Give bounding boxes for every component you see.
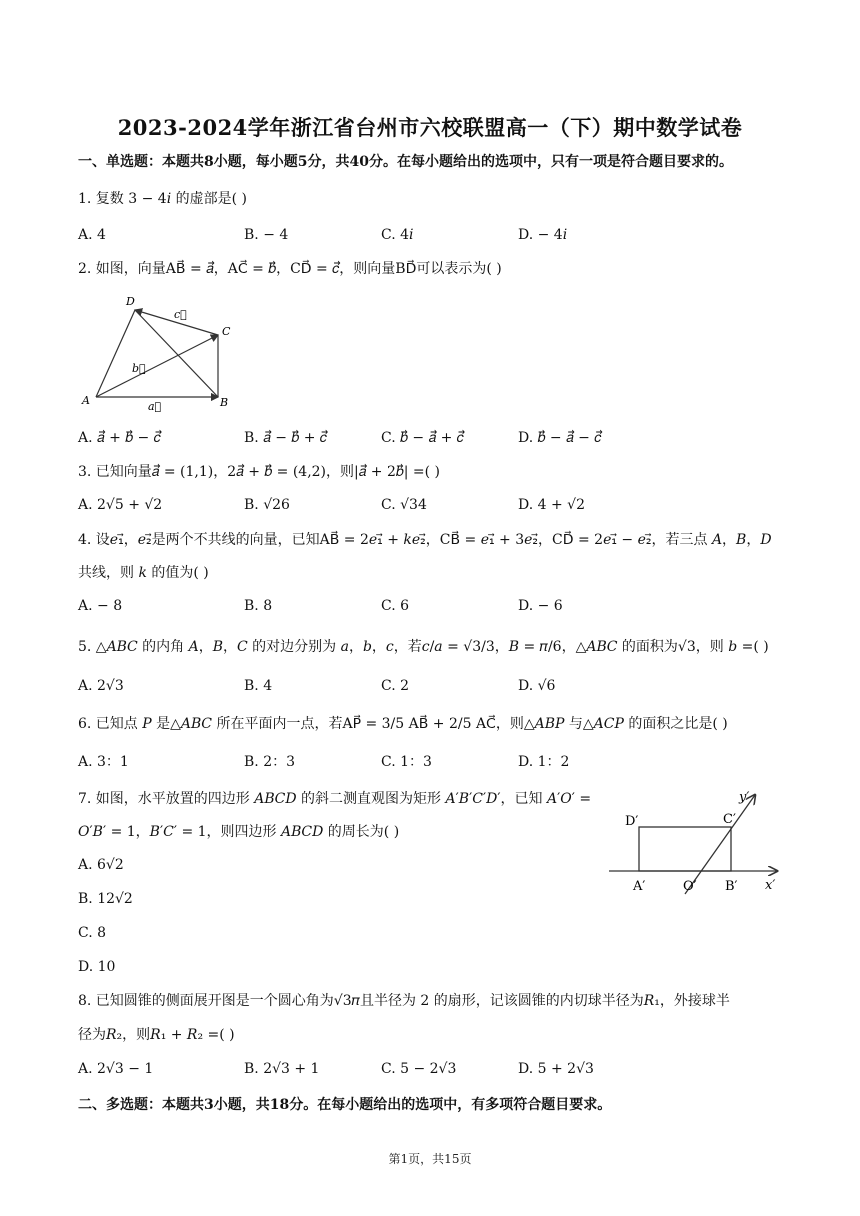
question-5-stem: 5. △𝐴𝐵𝐶 的内角 𝐴，𝐵，𝐶 的对边分别为 𝑎，𝑏，𝑐，若𝑐/𝑎 = √3/3，𝐵 = 𝜋/6，△𝐴𝐵𝐶 的面积为√3，则 𝑏 =( ): [78, 639, 769, 655]
fig2-vector-a: a⃗: [148, 400, 162, 413]
question-8-stem: 8. 已知圆锥的侧面展开图是一个圆心角为√3𝜋且半径为 2 的扇形，记该圆锥的内切球半径为𝑅₁，外接球半: [78, 993, 730, 1009]
question-2-option-a: A. 𝑎⃗ + 𝑏⃗ − 𝑐⃗: [78, 430, 161, 446]
question-6-stem: 6. 已知点 𝑃 是△𝐴𝐵𝐶 所在平面内一点，若AP⃗ = 3/5 AB⃗ + 2/5 AC⃗，则△𝐴𝐵𝑃 与△𝐴𝐶𝑃 的面积之比是( ): [78, 716, 728, 732]
question-7-stem: 7. 如图，水平放置的四边形 𝐴𝐵𝐶𝐷 的斜二测直观图为矩形 𝐴′𝐵′𝐶′𝐷′，已知 𝐴′𝑂′ =: [78, 791, 592, 807]
question-7-stem-continued: 𝑂′𝐵′ = 1，𝐵′𝐶′ = 1，则四边形 𝐴𝐵𝐶𝐷 的周长为( ): [78, 824, 400, 840]
question-3-option-c: C. √34: [381, 497, 427, 513]
fig7-label-c: C′: [723, 812, 736, 827]
fig2-label-c: C: [222, 325, 231, 338]
fig7-axis-x: x′: [765, 878, 776, 893]
question-1-option-d: D. − 4𝑖: [518, 227, 568, 243]
question-7-option-c: C. 8: [78, 925, 107, 941]
question-1-stem: 1. 复数 3 − 4𝑖 的虚部是( ): [78, 191, 248, 207]
question-3-option-b: B. √26: [244, 497, 290, 513]
question-4-stem: 4. 设𝑒₁⃗，𝑒₂⃗是两个不共线的向量，已知AB⃗ = 2𝑒₁⃗ + 𝑘𝑒₂⃗，CB⃗ = 𝑒₁⃗ + 3𝑒₂⃗，CD⃗ = 2𝑒₁⃗ − 𝑒₂⃗，若三点 𝐴，𝐵，𝐷: [78, 532, 772, 548]
fig2-vector-c: c⃗: [174, 308, 187, 321]
question-5-option-a: A. 2√3: [78, 678, 124, 694]
question-7-option-b: B. 12√2: [78, 891, 133, 907]
question-1-option-a: A. 4: [78, 227, 106, 243]
fig7-label-d: D′: [625, 814, 639, 829]
question-8-option-b: B. 2√3 + 1: [244, 1061, 320, 1077]
question-8-option-c: C. 5 − 2√3: [381, 1061, 457, 1077]
question-2-option-d: D. 𝑏⃗ − 𝑎⃗ − 𝑐⃗: [518, 430, 602, 446]
question-4-option-a: A. − 8: [78, 598, 123, 614]
fig2-label-a: A: [82, 394, 90, 407]
question-6-option-c: C. 1：3: [381, 754, 432, 770]
question-4-option-c: C. 6: [381, 598, 410, 614]
question-7-figure: [605, 785, 790, 900]
question-8-stem-continued: 径为𝑅₂，则𝑅₁ + 𝑅₂ =( ): [78, 1027, 235, 1043]
question-7-option-a: A. 6√2: [78, 857, 124, 873]
question-4-option-b: B. 8: [244, 598, 273, 614]
fig2-label-d: D: [126, 295, 135, 308]
question-5-option-b: B. 4: [244, 678, 273, 694]
question-3-option-a: A. 2√5 + √2: [78, 497, 163, 513]
question-5-option-c: C. 2: [381, 678, 410, 694]
question-2-stem: 2. 如图，向量AB⃗ = 𝑎⃗，AC⃗ = 𝑏⃗，CD⃗ = 𝑐⃗，则向量BD⃗可以表示为( ): [78, 261, 502, 277]
section-heading-multiple-choice: 二、多选题：本题共3小题，共18分。在每小题给出的选项中，有多项符合题目要求。: [78, 1097, 612, 1113]
question-3-option-d: D. 4 + √2: [518, 497, 585, 513]
fig7-axis-y: y′: [739, 790, 750, 805]
question-6-option-b: B. 2：3: [244, 754, 296, 770]
question-8-option-d: D. 5 + 2√3: [518, 1061, 594, 1077]
question-8-option-a: A. 2√3 − 1: [78, 1061, 154, 1077]
section-heading-single-choice: 一、单选题：本题共8小题，每小题5分，共40分。在每小题给出的选项中，只有一项是符合题目要求的。: [78, 154, 733, 170]
question-4-option-d: D. − 6: [518, 598, 563, 614]
fig2-vector-b: b⃗: [132, 362, 146, 375]
question-2-figure: [78, 290, 238, 415]
fig7-label-b: B′: [725, 879, 738, 894]
question-7-option-d: D. 10: [78, 959, 116, 975]
question-6-option-a: A. 3：1: [78, 754, 129, 770]
question-3-stem: 3. 已知向量𝑎⃗ = (1,1)，2𝑎⃗ + 𝑏⃗ = (4,2)，则|𝑎⃗ + 2𝑏⃗| =( ): [78, 464, 440, 480]
page-title: 2023-2024学年浙江省台州市六校联盟高一（下）期中数学试卷: [117, 115, 743, 140]
question-6-option-d: D. 1：2: [518, 754, 570, 770]
question-1-option-b: B. − 4: [244, 227, 289, 243]
question-5-option-d: D. √6: [518, 678, 556, 694]
question-1-option-c: C. 4𝑖: [381, 227, 414, 243]
question-2-option-b: B. 𝑎⃗ − 𝑏⃗ + 𝑐⃗: [244, 430, 327, 446]
fig2-label-b: B: [220, 396, 229, 409]
page-footer: 第1页，共15页: [388, 1152, 472, 1166]
fig7-label-o: O′: [683, 879, 697, 894]
question-2-option-c: C. 𝑏⃗ − 𝑎⃗ + 𝑐⃗: [381, 430, 464, 446]
question-4-stem-continued: 共线，则 𝑘 的值为( ): [78, 565, 209, 581]
fig7-label-a: A′: [633, 879, 646, 894]
